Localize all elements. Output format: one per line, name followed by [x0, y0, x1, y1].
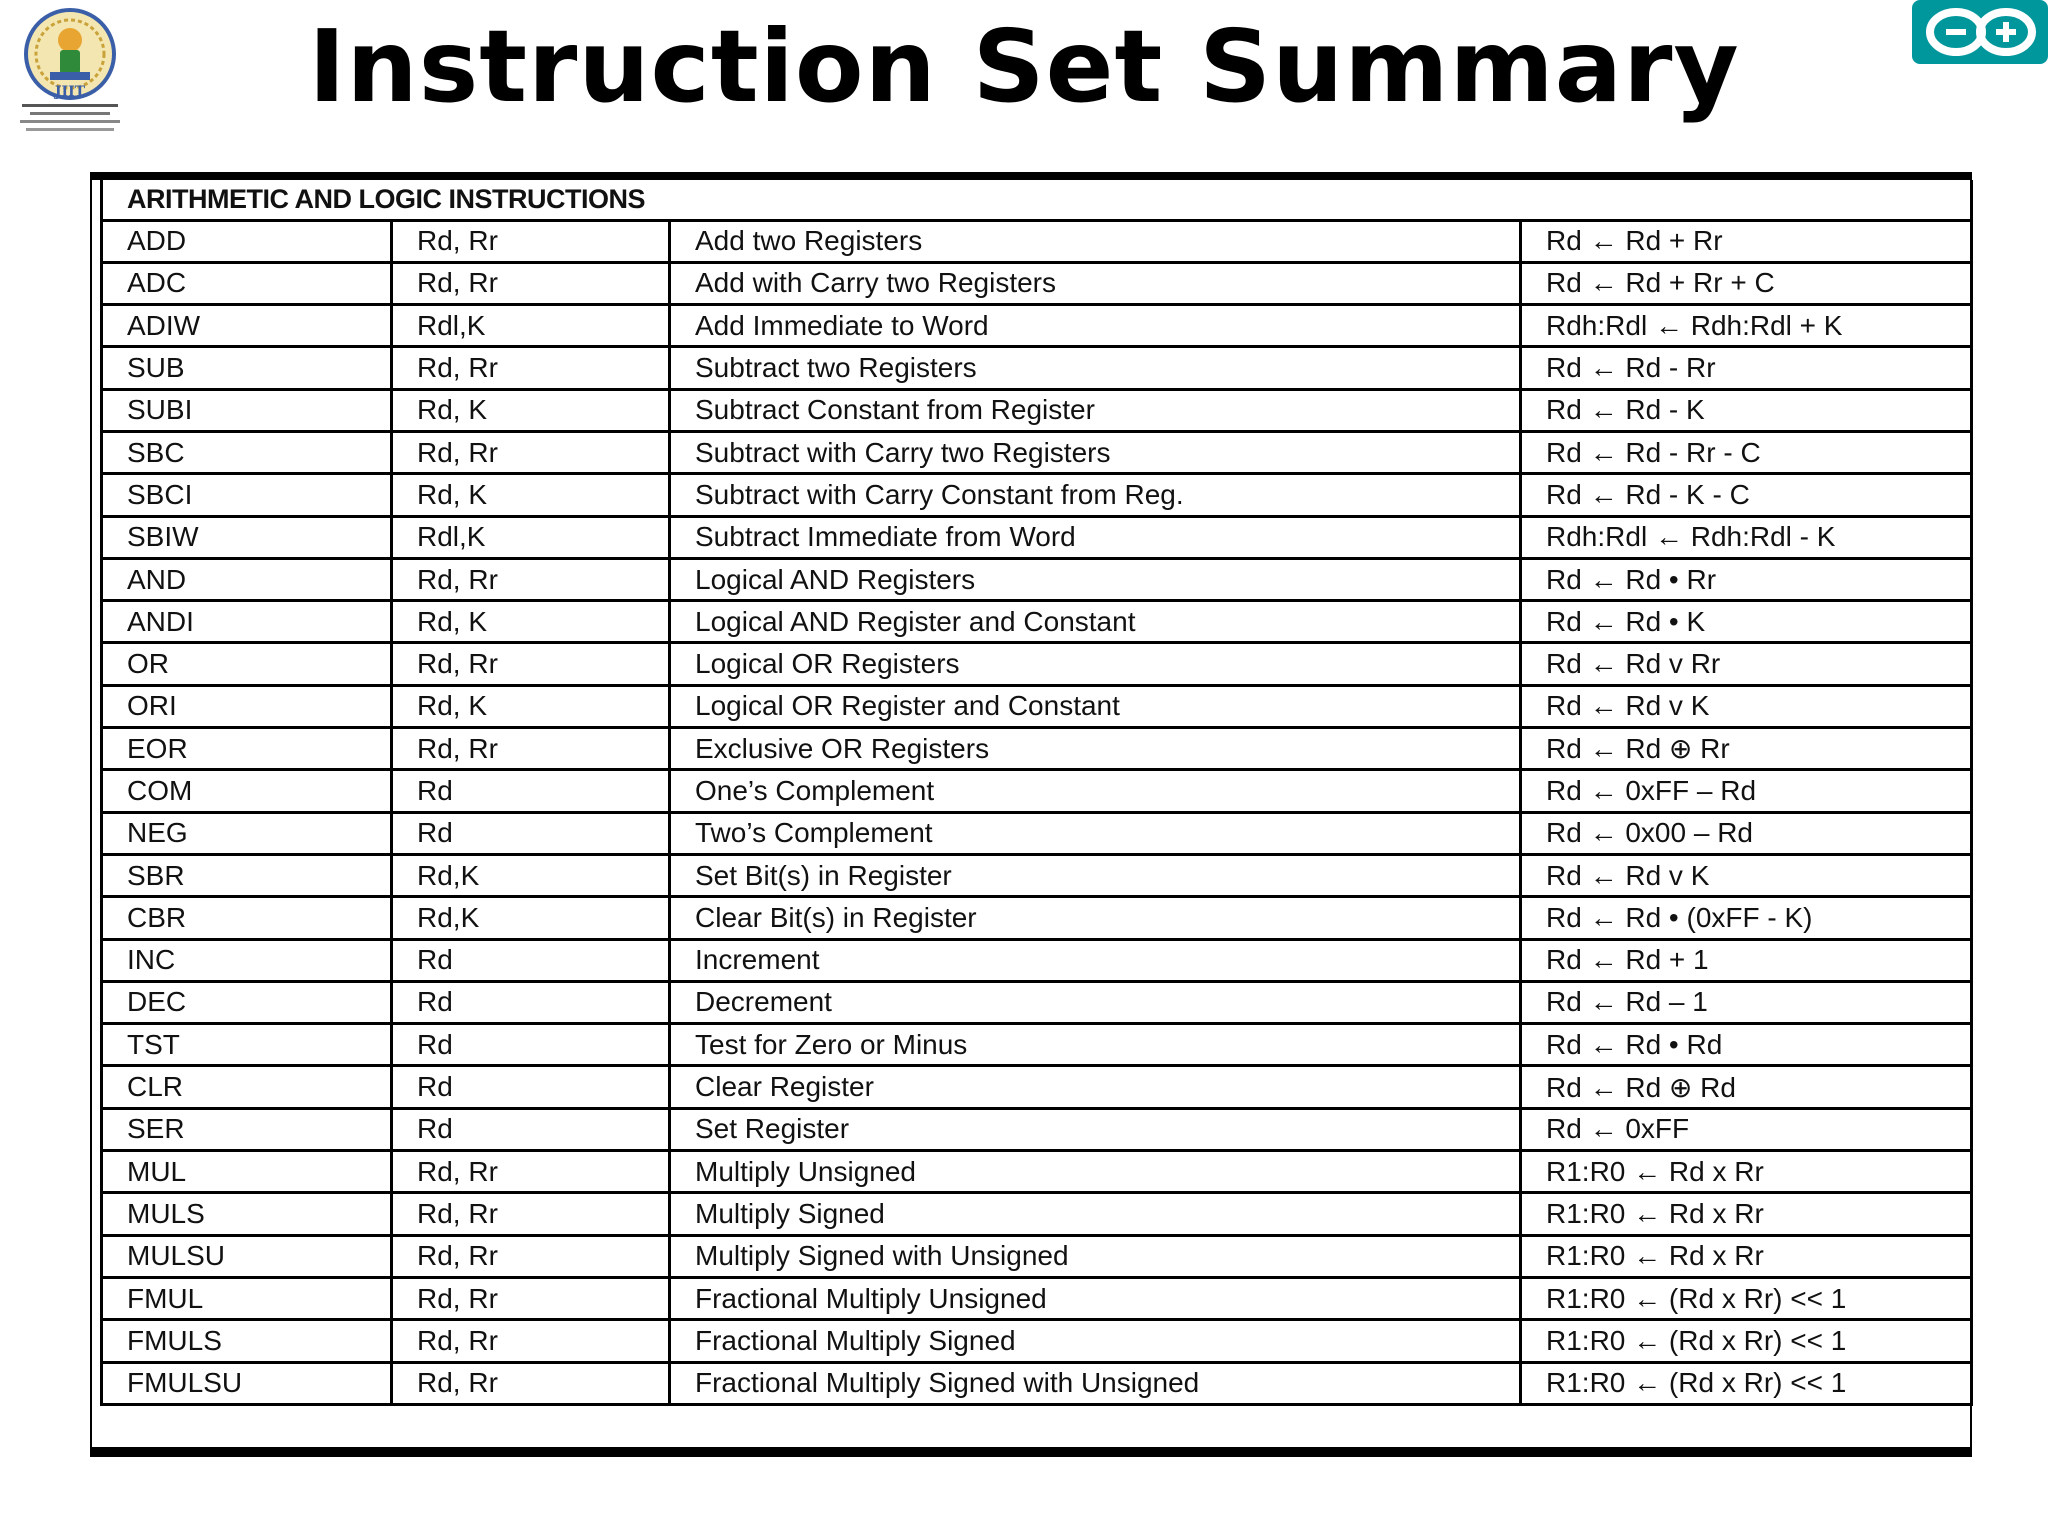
mnemonic-cell: SUB — [102, 347, 392, 389]
operands-cell: Rd, Rr — [392, 1320, 670, 1362]
mnemonic-cell: FMUL — [102, 1277, 392, 1319]
description-cell: Add Immediate to Word — [670, 305, 1521, 347]
description-cell: Fractional Multiply Unsigned — [670, 1277, 1521, 1319]
table-row — [102, 770, 1972, 812]
table-section-header-row — [102, 180, 1972, 220]
table-row — [102, 347, 1972, 389]
table-row — [102, 1024, 1972, 1066]
operation-cell: Rd ← Rd + 1 — [1521, 939, 1972, 981]
operation-cell: Rd ← 0xFF — [1521, 1108, 1972, 1150]
operands-cell: Rd,K — [392, 854, 670, 896]
table-row — [102, 981, 1972, 1023]
operation-cell: Rd ← Rd • K — [1521, 601, 1972, 643]
description-cell: Add with Carry two Registers — [670, 262, 1521, 304]
description-cell: Two’s Complement — [670, 812, 1521, 854]
mnemonic-cell: SBC — [102, 431, 392, 473]
operands-cell: Rd, Rr — [392, 347, 670, 389]
instruction-table-frame — [90, 172, 1972, 1457]
operands-cell: Rd, Rr — [392, 558, 670, 600]
operands-cell: Rd, K — [392, 601, 670, 643]
operation-cell: Rd ← Rd ⊕ Rr — [1521, 728, 1972, 770]
operation-cell: Rd ← Rd ⊕ Rd — [1521, 1066, 1972, 1108]
page-title: Instruction Set Summary — [308, 8, 1740, 125]
description-cell: Multiply Signed — [670, 1193, 1521, 1235]
mnemonic-cell: ADIW — [102, 305, 392, 347]
mnemonic-cell: ANDI — [102, 601, 392, 643]
operation-cell: R1:R0 ← Rd x Rr — [1521, 1235, 1972, 1277]
mnemonic-cell: ADD — [102, 220, 392, 262]
operation-cell: Rd ← Rd • Rd — [1521, 1024, 1972, 1066]
mnemonic-cell: SBR — [102, 854, 392, 896]
mnemonic-cell: TST — [102, 1024, 392, 1066]
table-body — [102, 220, 1972, 1404]
description-cell: Multiply Signed with Unsigned — [670, 1235, 1521, 1277]
table-row — [102, 389, 1972, 431]
instruction-table — [100, 180, 1973, 1406]
mnemonic-cell: NEG — [102, 812, 392, 854]
operands-cell: Rd, Rr — [392, 262, 670, 304]
description-cell: Clear Register — [670, 1066, 1521, 1108]
description-cell: Logical AND Register and Constant — [670, 601, 1521, 643]
table-row — [102, 558, 1972, 600]
operands-cell: Rd, Rr — [392, 643, 670, 685]
operands-cell: Rd, Rr — [392, 1151, 670, 1193]
table-row — [102, 1108, 1972, 1150]
operands-cell: Rd, K — [392, 474, 670, 516]
mnemonic-cell: MULS — [102, 1193, 392, 1235]
table-row — [102, 1151, 1972, 1193]
description-cell: Subtract Immediate from Word — [670, 516, 1521, 558]
description-cell: Clear Bit(s) in Register — [670, 897, 1521, 939]
operation-cell: R1:R0 ← Rd x Rr — [1521, 1151, 1972, 1193]
operation-cell: R1:R0 ← (Rd x Rr) << 1 — [1521, 1277, 1972, 1319]
operation-cell: Rd ← Rd v K — [1521, 854, 1972, 896]
mnemonic-cell: FMULSU — [102, 1362, 392, 1404]
table-row — [102, 812, 1972, 854]
description-cell: Exclusive OR Registers — [670, 728, 1521, 770]
operation-cell: Rd ← Rd + Rr — [1521, 220, 1972, 262]
mnemonic-cell: FMULS — [102, 1320, 392, 1362]
mnemonic-cell: DEC — [102, 981, 392, 1023]
table-row — [102, 474, 1972, 516]
mnemonic-cell: CBR — [102, 897, 392, 939]
section-header: ARITHMETIC AND LOGIC INSTRUCTIONS — [102, 180, 1972, 220]
table-row — [102, 220, 1972, 262]
table-row — [102, 305, 1972, 347]
operands-cell: Rdl,K — [392, 305, 670, 347]
mnemonic-cell: SBIW — [102, 516, 392, 558]
table-row — [102, 431, 1972, 473]
mnemonic-cell: SER — [102, 1108, 392, 1150]
description-cell: Multiply Unsigned — [670, 1151, 1521, 1193]
operation-cell: Rd ← Rd - K - C — [1521, 474, 1972, 516]
operation-cell: Rd ← Rd – 1 — [1521, 981, 1972, 1023]
operands-cell: Rd, Rr — [392, 1362, 670, 1404]
description-cell: Set Bit(s) in Register — [670, 854, 1521, 896]
operands-cell: Rd, K — [392, 685, 670, 727]
description-cell: Logical OR Register and Constant — [670, 685, 1521, 727]
table-row — [102, 728, 1972, 770]
operands-cell: Rd — [392, 1108, 670, 1150]
mnemonic-cell: MULSU — [102, 1235, 392, 1277]
description-cell: Logical AND Registers — [670, 558, 1521, 600]
operands-cell: Rd — [392, 1066, 670, 1108]
description-cell: Logical OR Registers — [670, 643, 1521, 685]
table-row — [102, 1320, 1972, 1362]
description-cell: Subtract two Registers — [670, 347, 1521, 389]
mnemonic-cell: INC — [102, 939, 392, 981]
operation-cell: Rd ← Rd + Rr + C — [1521, 262, 1972, 304]
mnemonic-cell: MUL — [102, 1151, 392, 1193]
description-cell: Add two Registers — [670, 220, 1521, 262]
operands-cell: Rd — [392, 939, 670, 981]
operation-cell: R1:R0 ← (Rd x Rr) << 1 — [1521, 1362, 1972, 1404]
operands-cell: Rd, Rr — [392, 1277, 670, 1319]
table-row — [102, 601, 1972, 643]
mnemonic-cell: ADC — [102, 262, 392, 304]
operation-cell: Rd ← Rd - Rr — [1521, 347, 1972, 389]
operation-cell: Rd ← Rd - Rr - C — [1521, 431, 1972, 473]
operation-cell: Rd ← Rd • (0xFF - K) — [1521, 897, 1972, 939]
operation-cell: R1:R0 ← Rd x Rr — [1521, 1193, 1972, 1235]
mnemonic-cell: CLR — [102, 1066, 392, 1108]
table-row — [102, 854, 1972, 896]
operands-cell: Rd — [392, 1024, 670, 1066]
operands-cell: Rd, Rr — [392, 1193, 670, 1235]
table-row — [102, 1277, 1972, 1319]
operation-cell: Rd ← 0x00 – Rd — [1521, 812, 1972, 854]
mnemonic-cell: ORI — [102, 685, 392, 727]
operands-cell: Rd, Rr — [392, 728, 670, 770]
operands-cell: Rd, K — [392, 389, 670, 431]
description-cell: Fractional Multiply Signed with Unsigned — [670, 1362, 1521, 1404]
operands-cell: Rdl,K — [392, 516, 670, 558]
operation-cell: Rd ← Rd - K — [1521, 389, 1972, 431]
table-row — [102, 1362, 1972, 1404]
operands-cell: Rd, Rr — [392, 431, 670, 473]
table-row — [102, 685, 1972, 727]
mnemonic-cell: SBCI — [102, 474, 392, 516]
description-cell: Fractional Multiply Signed — [670, 1320, 1521, 1362]
svg-text:JIIT: JIIT — [54, 84, 86, 100]
operation-cell: Rd ← Rd v Rr — [1521, 643, 1972, 685]
table-row — [102, 516, 1972, 558]
mnemonic-cell: COM — [102, 770, 392, 812]
operation-cell: Rd ← 0xFF – Rd — [1521, 770, 1972, 812]
operands-cell: Rd — [392, 770, 670, 812]
description-cell: Subtract with Carry two Registers — [670, 431, 1521, 473]
description-cell: Test for Zero or Minus — [670, 1024, 1521, 1066]
table-row — [102, 897, 1972, 939]
table-row — [102, 262, 1972, 304]
operation-cell: Rd ← Rd • Rr — [1521, 558, 1972, 600]
description-cell: One’s Complement — [670, 770, 1521, 812]
description-cell: Decrement — [670, 981, 1521, 1023]
operation-cell: Rdh:Rdl ← Rdh:Rdl - K — [1521, 516, 1972, 558]
table-row — [102, 1193, 1972, 1235]
table-row — [102, 939, 1972, 981]
operation-cell: R1:R0 ← (Rd x Rr) << 1 — [1521, 1320, 1972, 1362]
description-cell: Subtract with Carry Constant from Reg. — [670, 474, 1521, 516]
operands-cell: Rd, Rr — [392, 1235, 670, 1277]
mnemonic-cell: AND — [102, 558, 392, 600]
operands-cell: Rd, Rr — [392, 220, 670, 262]
table-row — [102, 643, 1972, 685]
operands-cell: Rd — [392, 812, 670, 854]
description-cell: Subtract Constant from Register — [670, 389, 1521, 431]
operation-cell: Rd ← Rd v K — [1521, 685, 1972, 727]
mnemonic-cell: SUBI — [102, 389, 392, 431]
description-cell: Increment — [670, 939, 1521, 981]
mnemonic-cell: EOR — [102, 728, 392, 770]
description-cell: Set Register — [670, 1108, 1521, 1150]
table-row — [102, 1235, 1972, 1277]
operands-cell: Rd,K — [392, 897, 670, 939]
operation-cell: Rdh:Rdl ← Rdh:Rdl + K — [1521, 305, 1972, 347]
mnemonic-cell: OR — [102, 643, 392, 685]
operands-cell: Rd — [392, 981, 670, 1023]
table-row — [102, 1066, 1972, 1108]
